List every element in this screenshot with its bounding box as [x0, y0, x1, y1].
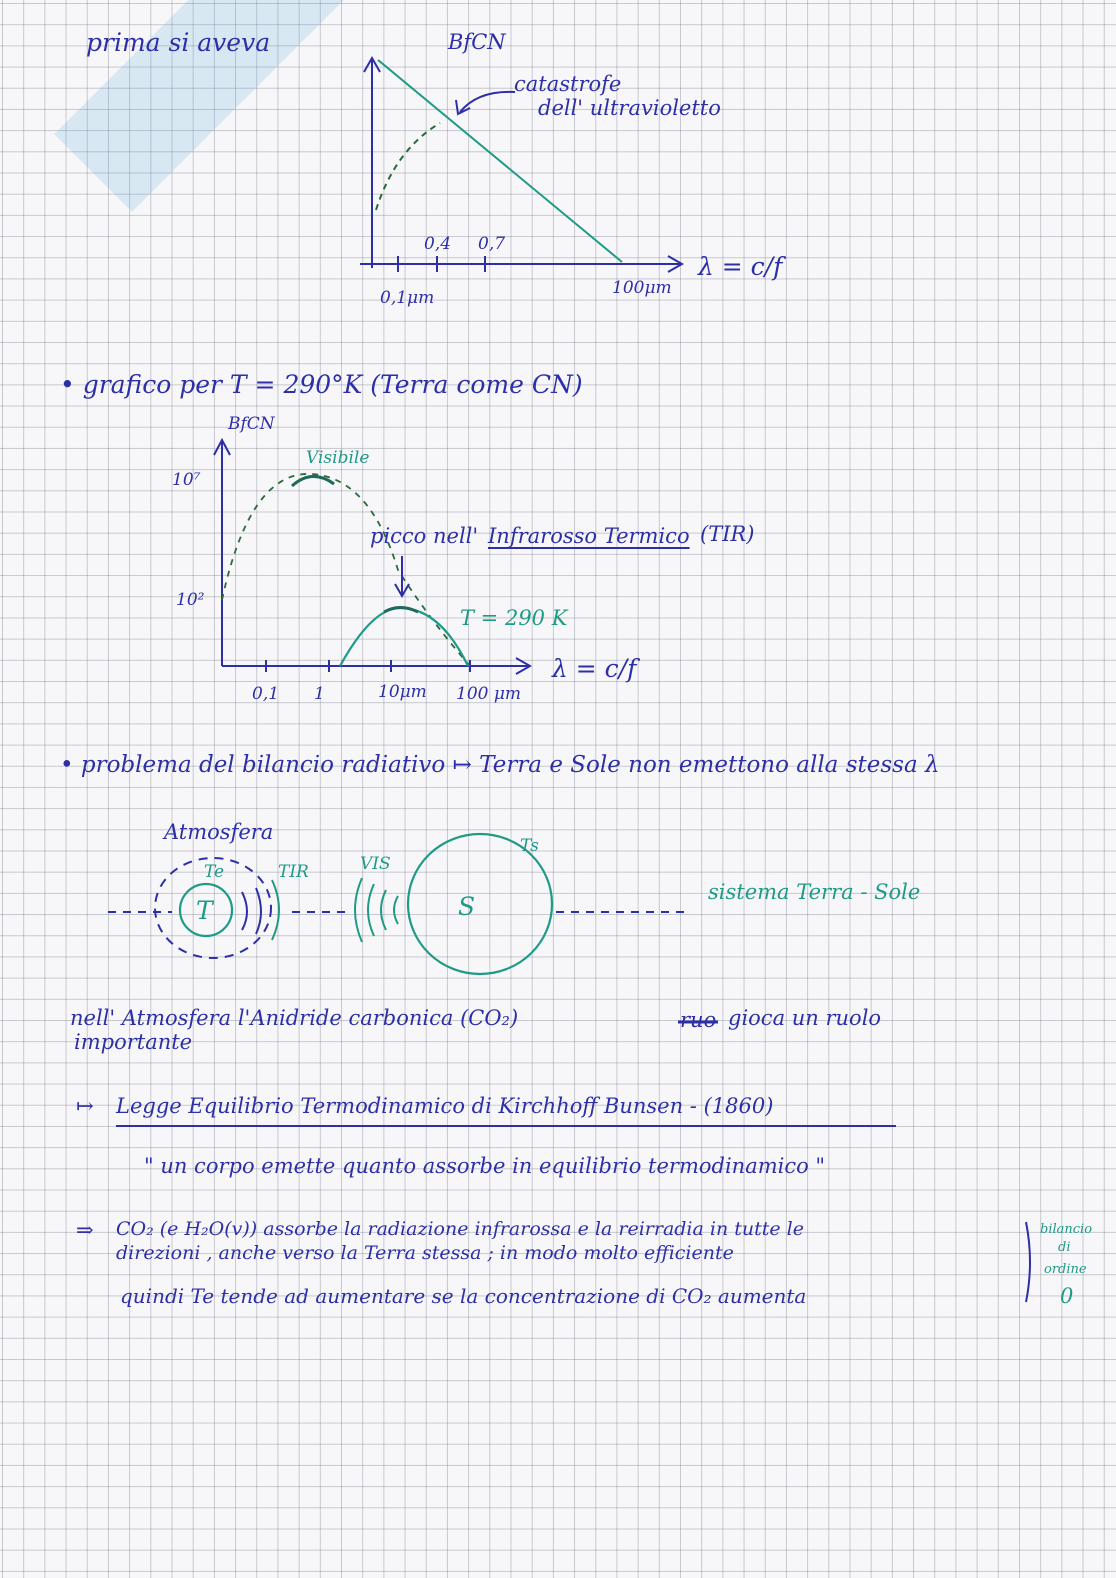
side-brace [1026, 1222, 1030, 1302]
vis-label: VIS [360, 854, 391, 874]
graph2-tick-100: 100 μm [456, 684, 522, 704]
graph2-tick-01: 0,1 [252, 684, 280, 704]
graph2-tick-1: 1 [314, 684, 325, 704]
graph2-tick-10: 10μm [378, 682, 427, 702]
graph1-annotation-arrowhead [456, 100, 470, 114]
graph1-annotation-line2: dell' ultravioletto [538, 96, 721, 120]
graph2-tir-curve [340, 608, 468, 666]
graph2-y-label: BfCN [228, 414, 275, 434]
graph1-y-label: BfCN [448, 30, 506, 54]
graph1-annotation-line1: catastrofe [514, 72, 622, 96]
graph2-y-tick-lo: 10² [176, 590, 205, 610]
side-note-line2: di [1058, 1240, 1071, 1255]
graph2-visible-peak [292, 476, 334, 486]
graph2-y-tick-hi: 10⁷ [172, 470, 201, 490]
side-note-line1: bilancio [1040, 1222, 1093, 1237]
co2-para-line2: direzioni , anche verso la Terra stessa ; in modo molto efficiente [116, 1242, 734, 1264]
earth-symbol: T [196, 896, 213, 925]
te-label: Te [204, 862, 225, 882]
sistema-label: sistema Terra - Sole [708, 880, 921, 904]
graph1-tick-04: 0,4 [424, 234, 452, 254]
atmosfera-label: Atmosfera [164, 820, 274, 844]
sun-symbol: S [458, 892, 476, 921]
graph1-tick-07: 0,7 [478, 234, 506, 254]
graph2-picco-tir: Infrarosso Termico [488, 524, 690, 548]
co2-para-line3: quindi Te tende ad aumentare se la concentrazione di CO₂ aumenta [120, 1284, 807, 1308]
side-note-line4: 0 [1060, 1284, 1074, 1308]
co2-para-line1: CO₂ (e H₂O(v)) assorbe la radiazione infrarossa e la reirradia in tutte le [116, 1218, 804, 1240]
implies-arrow: ⇒ [76, 1218, 94, 1242]
graph2-picco-prefix: picco nell' [370, 524, 479, 548]
section2-heading: • grafico per T = 290°K (Terra come CN) [60, 370, 583, 399]
co2-line2: importante [74, 1030, 193, 1054]
graph2-x-label: λ = c/f [552, 654, 637, 683]
tir-label: TIR [278, 862, 309, 882]
graph2-tir-peak [384, 608, 418, 613]
law-quote: " un corpo emette quanto assorbe in equilibrio termodinamico " [144, 1154, 826, 1178]
graph2-picco-suffix: (TIR) [700, 522, 755, 546]
graph1-planck-dashed-curve [376, 123, 440, 210]
co2-line1-end: gioca un ruolo [728, 1006, 882, 1030]
law-arrow: ↦ [76, 1094, 94, 1118]
graph2-series-label: T = 290 K [460, 606, 568, 630]
section3-heading: • problema del bilancio radiativo ↦ Terra e Sole non emettono alla stessa λ [60, 752, 940, 778]
graph2-axes [214, 440, 530, 674]
graph1-x-label: λ = c/f [698, 252, 783, 281]
co2-line1: nell' Atmosfera l'Anidride carbonica (CO₂) [70, 1006, 519, 1030]
ts-label: Ts [520, 836, 539, 856]
side-note-line3: ordine [1044, 1262, 1087, 1277]
graph2-visible-dashed-curve [222, 474, 470, 666]
graph1-tick-100: 100μm [612, 278, 672, 298]
law-title: Legge Equilibrio Termodinamico di Kirchhoff Bunsen - (1860) [116, 1094, 774, 1118]
intro-text: prima si aveva [86, 28, 271, 57]
co2-line1-strike: ruo [680, 1008, 717, 1032]
graph1-tick-01: 0,1μm [380, 288, 435, 308]
graph2-visibile-label: Visibile [306, 448, 370, 468]
